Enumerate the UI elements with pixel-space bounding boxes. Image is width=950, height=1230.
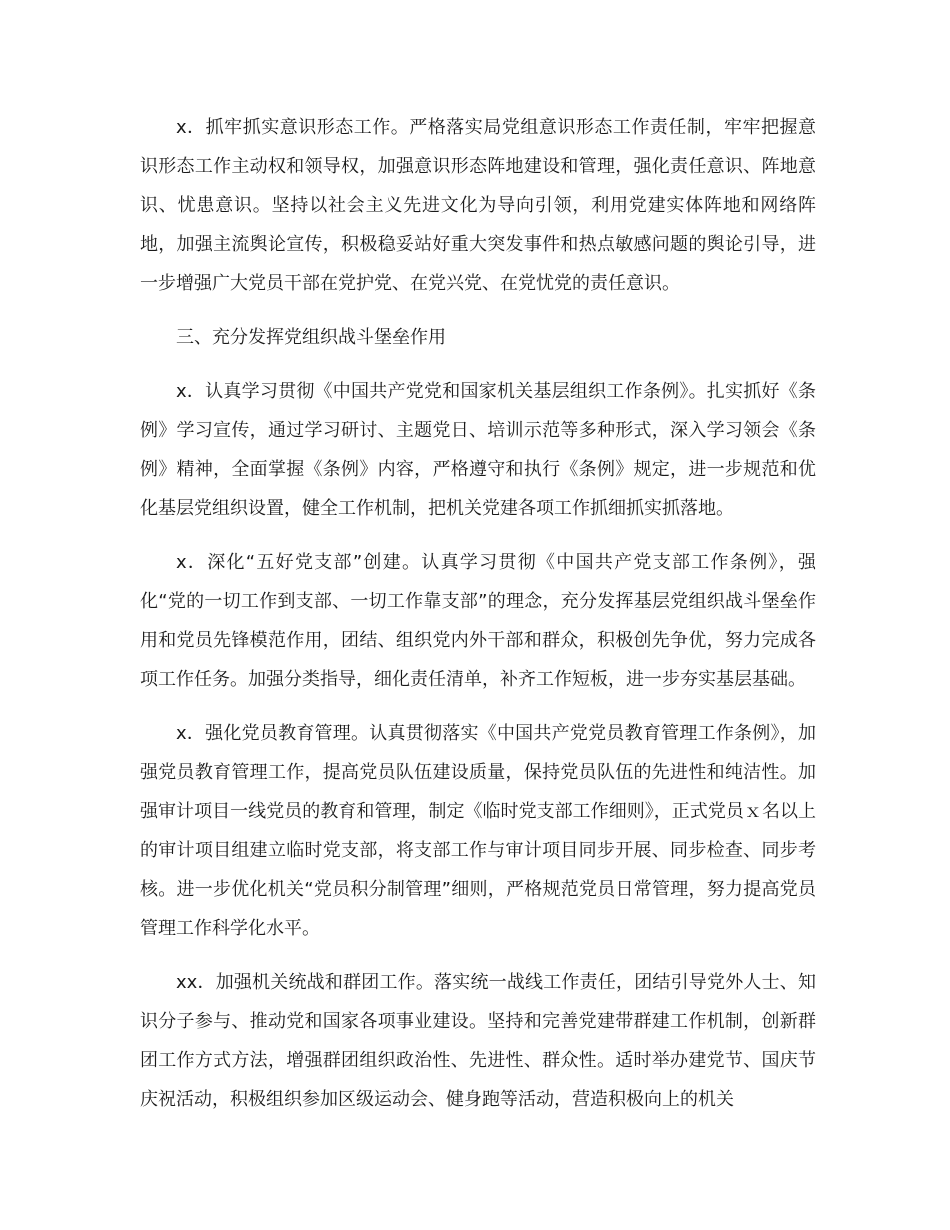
paragraph-five-good-branches: x．深化“五好党支部”创建。认真学习贯彻《中国共产党支部工作条例》，强化“党的一切工作到支部、一切工作靠支部”的理念，充分发挥基层党组织战斗堡垒作用和党员先锋模范作用，团结、组织党内外干部和群众，积极创先争优，努力完成各项工作任务。加强分类指导，细化责任清单，补齐工作短板，进一步夯实基层基础。 <box>140 552 816 690</box>
document-body <box>140 108 816 1134</box>
paragraph-study-regulations: x．认真学习贯彻《中国共产党党和国家机关基层组织工作条例》。扎实抓好《条例》学习宣传，通过学习研讨、主题党日、培训示范等多种形式，深入学习领会《条例》精神，全面掌握《条例》内容，严格遵守和执行《条例》规定，进一步规范和优化基层党组织设置，健全工作机制，把机关党建各项工作抓细抓实抓落地。 <box>140 381 816 519</box>
paragraph-united-front: xx．加强机关统战和群团工作。落实统一战线工作责任，团结引导党外人士、知识分子参与、推动党和国家各项事业建设。坚持和完善党建带群建工作机制，创新群团工作方式方法，增强群团组织政治性、先进性、群众性。适时举办建党节、国庆节庆祝活动，积极组织参加区级运动会、健身跑等活动，营造积极向上的机关 <box>140 972 816 1110</box>
section-heading-three: 三、充分发挥党组织战斗堡垒作用 <box>176 327 446 348</box>
paragraph-member-education: x．强化党员教育管理。认真贯彻落实《中国共产党党员教育管理工作条例》，加强党员教育管理工作，提高党员队伍建设质量，保持党员队伍的先进性和纯洁性。加强审计项目一线党员的教育和管理，制定《临时党支部工作细则》，正式党员ｘ名以上的审计项目组建立临时党支部，将支部工作与审计项目同步开展、同步检查、同步考核。进一步优化机关“党员积分制管理”细则，严格规范党员日常管理，努力提高党员管理工作科学化水平。 <box>140 723 816 939</box>
paragraph-ideology-work: x．抓牢抓实意识形态工作。严格落实局党组意识形态工作责任制，牢牢把握意识形态工作主动权和领导权，加强意识形态阵地建设和管理，强化责任意识、阵地意识、忧患意识。坚持以社会主义先进文化为导向引领，利用党建实体阵地和网络阵地，加强主流舆论宣传，积极稳妥站好重大突发事件和热点敏感问题的舆论引导，进一步增强广大党员干部在党护党、在党兴党、在党忧党的责任意识。 <box>140 117 816 294</box>
